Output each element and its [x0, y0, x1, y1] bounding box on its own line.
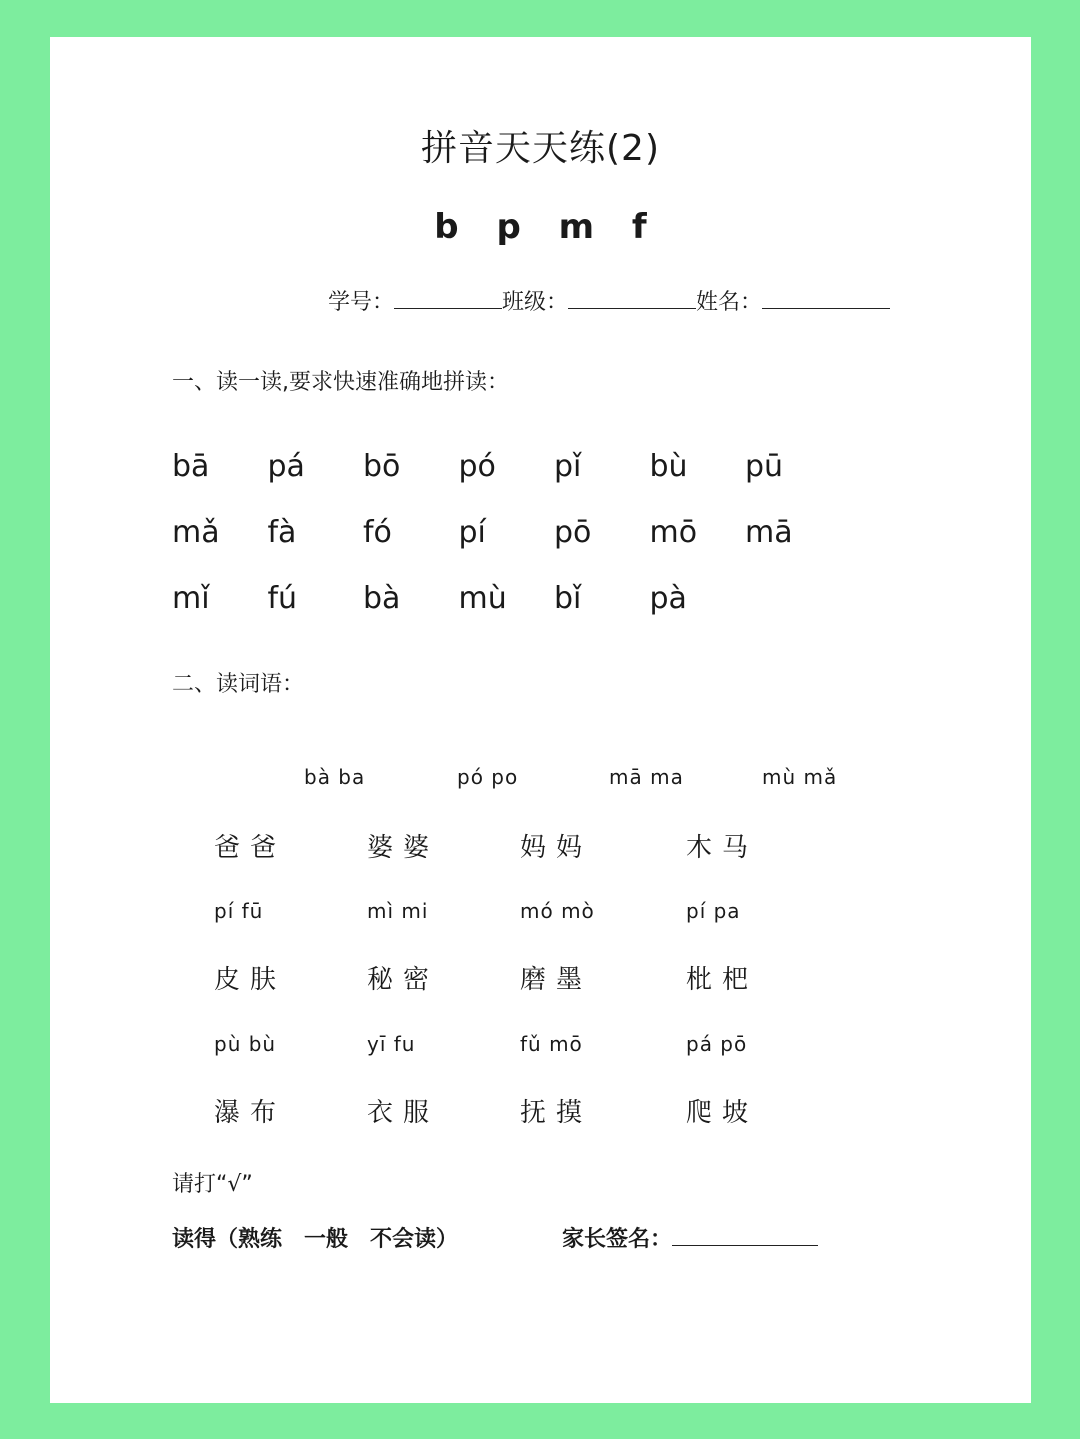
word-characters: 枇杷: [686, 965, 759, 995]
word-characters: 木马: [686, 833, 759, 863]
syllable: bù: [649, 449, 688, 484]
syllable: bǐ: [554, 581, 582, 616]
student-no-label: 学号：: [328, 290, 395, 315]
syllable: pá: [267, 449, 305, 484]
syllable: bō: [363, 449, 401, 484]
word-pinyin: yī fu: [367, 1032, 416, 1056]
word-pinyin: bà ba: [304, 765, 366, 789]
word-characters: 爸爸: [214, 833, 287, 863]
syllable: mǎ: [172, 515, 220, 550]
parent-signature-label: 家长签名：: [562, 1227, 673, 1252]
syllable: mā: [745, 515, 793, 550]
syllable: pǐ: [554, 449, 582, 484]
word-pinyin: mā ma: [609, 765, 684, 789]
syllable: pí: [458, 515, 486, 550]
word-characters: 抚摸: [520, 1098, 593, 1128]
syllable: pū: [745, 449, 784, 484]
class-label: 班级：: [502, 290, 569, 315]
word-pinyin: pí pa: [686, 899, 741, 923]
word-pinyin: mó mò: [520, 899, 595, 923]
name-label: 姓名：: [696, 290, 763, 315]
section2-title: 二、读词语：: [172, 672, 305, 697]
initials-heading: b p m f: [434, 207, 647, 247]
worksheet-paper: [50, 37, 1031, 1403]
class-blank[interactable]: [568, 288, 696, 309]
syllable: mǐ: [172, 581, 210, 616]
syllable: bà: [363, 581, 401, 616]
syllable: fó: [363, 515, 392, 550]
word-characters: 衣服: [367, 1098, 440, 1128]
word-pinyin: pù bù: [214, 1032, 277, 1056]
word-characters: 磨墨: [520, 965, 593, 995]
syllable: mō: [649, 515, 698, 550]
word-pinyin: fǔ mō: [520, 1032, 583, 1056]
student-info-row: [328, 287, 890, 319]
word-characters: 秘密: [367, 965, 440, 995]
syllable: pà: [649, 581, 687, 616]
worksheet-title: 拼音天天练(2): [421, 128, 660, 169]
syllable: fà: [267, 515, 297, 550]
syllable: pó: [458, 449, 496, 484]
syllable: pō: [554, 515, 592, 550]
word-pinyin: pí fū: [214, 899, 264, 923]
word-pinyin: mì mi: [367, 899, 429, 923]
word-characters: 皮肤: [214, 965, 287, 995]
word-characters: 婆婆: [367, 833, 440, 863]
parent-signature-blank[interactable]: [672, 1225, 818, 1246]
syllable: mù: [458, 581, 507, 616]
word-characters: 妈妈: [520, 833, 593, 863]
tick-instruction: 请打“√”: [172, 1172, 253, 1197]
word-characters: 爬坡: [686, 1098, 759, 1128]
name-blank[interactable]: [762, 288, 890, 309]
reading-level-options: 读得（熟练 一般 不会读）: [172, 1227, 459, 1252]
syllable: bā: [172, 449, 210, 484]
word-pinyin: pá pō: [686, 1032, 748, 1056]
word-characters: 瀑布: [214, 1098, 287, 1128]
word-pinyin: mù mǎ: [762, 765, 838, 789]
parent-signature-row: [562, 1224, 818, 1256]
student-no-blank[interactable]: [394, 288, 502, 309]
word-pinyin: pó po: [457, 765, 519, 789]
section1-title: 一、读一读,要求快速准确地拼读：: [172, 370, 509, 395]
syllable: fú: [267, 581, 298, 616]
